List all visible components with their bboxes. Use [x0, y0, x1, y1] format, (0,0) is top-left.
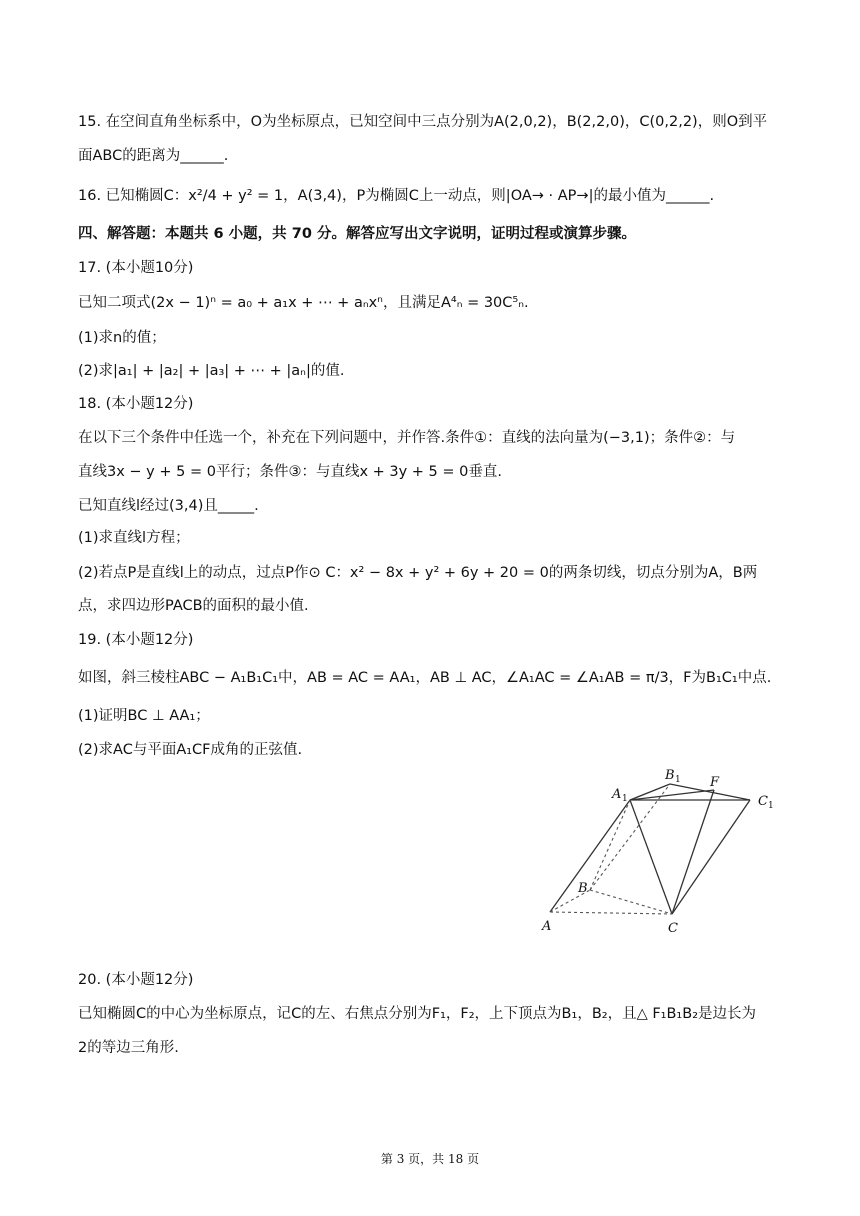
prism-figure [538, 760, 788, 940]
q19-stem: 如图，斜三棱柱ABC − A₁B₁C₁中，AB = AC = AA₁，AB ⊥ AC，∠A₁AC = ∠A₁AB = π/3，F为B₁C₁中点. [78, 670, 772, 686]
page-footer: 第 3 页，共 18 页 [380, 1152, 480, 1166]
q19-part1: (1)证明BC ⊥ AA₁； [78, 708, 210, 724]
q18-part1: (1)求直线l方程； [78, 530, 190, 546]
edge-C-F [672, 790, 714, 914]
q18-part2b: 点，求四边形PACB的面积的最小值. [78, 598, 309, 614]
q19-part2: (2)求AC与平面A₁CF成角的正弦值. [78, 742, 303, 758]
edge-A-C [550, 912, 672, 914]
label-C1-sub: 1 [768, 801, 774, 811]
q17-part1: (1)求n的值； [78, 330, 166, 346]
label-A1-sub: 1 [622, 794, 628, 804]
label-B1: B [665, 768, 675, 783]
q15-line1: 15. 在空间直角坐标系中，O为坐标原点，已知空间中三点分别为A(2,0,2)，B(2,2,0)，C(0,2,2)，则O到平 [78, 114, 768, 130]
q18-header: 18. (本小题12分) [78, 396, 194, 412]
q18-stem1: 在以下三个条件中任选一个，补充在下列问题中，并作答.条件①：直线的法向量为(−3,1)；条件②：与 [78, 430, 736, 446]
q20-stem2: 2的等边三角形. [78, 1040, 179, 1056]
q20-header: 20. (本小题12分) [78, 972, 194, 988]
q17-stem: 已知二项式(2x − 1)ⁿ = a₀ + a₁x + ⋯ + aₙxⁿ，且满足A⁴ₙ = 30C⁵ₙ. [78, 295, 529, 311]
q20-stem1: 已知椭圆C的中心为坐标原点，记C的左、右焦点分别为F₁，F₂，上下顶点为B₁，B₂，且△ F₁B₁B₂是边长为 [78, 1006, 757, 1022]
edge-A1-C [630, 800, 672, 914]
q17-part2: (2)求|a₁| + |a₂| + |a₃| + ⋯ + |aₙ|的值. [78, 363, 345, 379]
q18-stem3: 已知直线l经过(3,4)且_____. [78, 498, 259, 514]
q17-header: 17. (本小题10分) [78, 260, 194, 276]
label-B1-sub: 1 [675, 775, 681, 785]
label-C: C [668, 921, 678, 936]
label-F: F [710, 775, 720, 790]
q18-part2a: (2)若点P是直线l上的动点，过点P作⊙ C：x² − 8x + y² + 6y + 20 = 0的两条切线，切点分别为A，B两 [78, 565, 758, 581]
label-C1: C [758, 794, 768, 809]
label-B: B [578, 881, 588, 896]
q19-header: 19. (本小题12分) [78, 632, 194, 648]
q16-line1: 16. 已知椭圆C：x²/4 + y² = 1，A(3,4)，P为椭圆C上一动点，则|OA→ · AP→|的最小值为______. [78, 188, 715, 204]
section-heading: 四、解答题：本题共 6 小题，共 70 分。解答应写出文字说明，证明过程或演算步骤。 [78, 226, 636, 242]
q18-stem2: 直线3x − y + 5 = 0平行；条件③：与直线x + 3y + 5 = 0垂直. [78, 464, 502, 480]
label-A: A [542, 919, 552, 934]
edge-B-C [590, 890, 672, 914]
q15-line2: 面ABC的距离为______. [78, 148, 229, 164]
label-A1: A [612, 787, 622, 802]
edge-A-A1 [550, 800, 630, 912]
edge-C-C1 [672, 800, 750, 914]
